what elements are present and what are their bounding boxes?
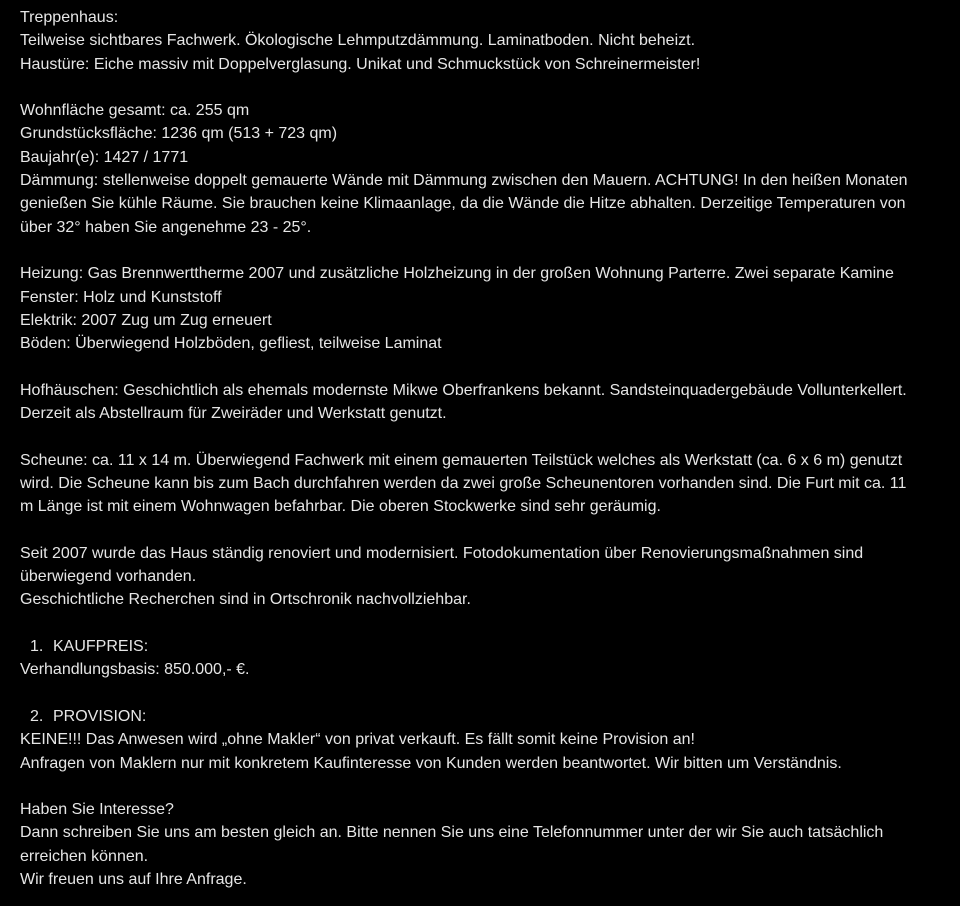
baujahr-line: Baujahr(e): 1427 / 1771 [20,148,189,166]
provision-line: Anfragen von Maklern nur mit konkretem Kaufinteresse von Kunden werden beantwortet. Wir bitten um Verständnis. [20,754,842,772]
section-facts [20,99,950,239]
paragraph-gap [20,76,950,99]
provision-heading-text: PROVISION: [53,707,147,725]
provision-heading [20,705,950,728]
treppenhaus-heading: Treppenhaus: [20,9,119,26]
paragraph-gap [20,682,950,705]
wohnflaeche-line: Wohnfläche gesamt: ca. 255 qm [20,102,250,120]
section-treppenhaus [20,6,950,76]
daemmung-line: über 32° haben Sie angenehme 23 - 25°. [20,218,312,236]
provision-line: KEINE!!! Das Anwesen wird „ohne Makler“ von privat verkauft. Es fällt somit keine Provision an! [20,731,695,749]
elektrik-line: Elektrik: 2007 Zug um Zug erneuert [20,311,272,329]
renovierung-line: Seit 2007 wurde das Haus ständig renoviert und modernisiert. Fotodokumentation über Renovierungsmaßnahmen sind [20,544,864,562]
grundstueck-line: Grundstücksfläche: 1236 qm (513 + 723 qm) [20,125,338,143]
heizung-line: Heizung: Gas Brennwerttherme 2007 und zusätzliche Holzheizung in der großen Wohnung Parterre. Zwei separate Kamine [20,265,894,283]
section-hofhaeuschen [20,379,950,426]
scheune-line: wird. Die Scheune kann bis zum Bach durchfahren werden da zwei große Scheunentoren vorhanden sind. Die Furt mit ca. 11 [20,474,907,492]
section-scheune [20,449,950,519]
paragraph-gap [20,612,950,635]
scheune-line: Scheune: ca. 11 x 14 m. Überwiegend Fachwerk mit einem gemauerten Teilstück welches als Werkstatt (ca. 6 x 6 m) genutzt [20,451,903,469]
treppenhaus-line: Teilweise sichtbares Fachwerk. Ökologische Lehmputzdämmung. Laminatboden. Nicht beheizt. [20,32,696,50]
haustuere-line: Haustüre: Eiche massiv mit Doppelverglasung. Unikat und Schmuckstück von Schreinermeister! [20,55,701,73]
kaufpreis-heading [20,635,950,658]
kontakt-line: Dann schreiben Sie uns am besten gleich an. Bitte nennen Sie uns eine Telefonnummer unter der wir Sie auch tatsächlich [20,824,884,842]
daemmung-line: Dämmung: stellenweise doppelt gemauerte Wände mit Dämmung zwischen den Mauern. ACHTUNG! In den heißen Monaten [20,172,908,190]
paragraph-gap [20,425,950,448]
section-kontakt [20,798,950,891]
section-technik [20,262,950,355]
list-number: 2. [30,707,44,725]
kaufpreis-heading-text: KAUFPREIS: [53,638,149,656]
paragraph-gap [20,519,950,542]
hofhaeuschen-line: Derzeit als Abstellraum für Zweiräder und Werkstatt genutzt. [20,405,447,423]
listing-text [20,6,950,891]
list-number: 1. [30,638,44,656]
scheune-line: m Länge ist mit einem Wohnwagen befahrbar. Die oberen Stockwerke sind sehr geräumig. [20,498,661,516]
section-renovierung [20,542,950,612]
boeden-line: Böden: Überwiegend Holzböden, gefliest, teilweise Laminat [20,335,442,353]
hofhaeuschen-line: Hofhäuschen: Geschichtlich als ehemals modernste Mikwe Oberfrankens bekannt. Sandsteinquadergebäude Vollunterkellert. [20,381,907,399]
daemmung-line: genießen Sie kühle Räume. Sie brauchen keine Klimaanlage, da die Wände die Hitze abhalten. Derzeitige Temperaturen von [20,195,906,213]
fenster-line: Fenster: Holz und Kunststoff [20,288,222,306]
kontakt-line: Wir freuen uns auf Ihre Anfrage. [20,870,247,888]
paragraph-gap [20,239,950,262]
paragraph-gap [20,775,950,798]
section-provision [20,705,950,775]
kontakt-line: Haben Sie Interesse? [20,801,174,819]
paragraph-gap [20,355,950,378]
renovierung-line: überwiegend vorhanden. [20,568,197,586]
section-kaufpreis [20,635,950,682]
kontakt-line: erreichen können. [20,847,149,865]
kaufpreis-line: Verhandlungsbasis: 850.000,- €. [20,661,250,679]
recherche-line: Geschichtliche Recherchen sind in Ortschronik nachvollziehbar. [20,591,471,609]
